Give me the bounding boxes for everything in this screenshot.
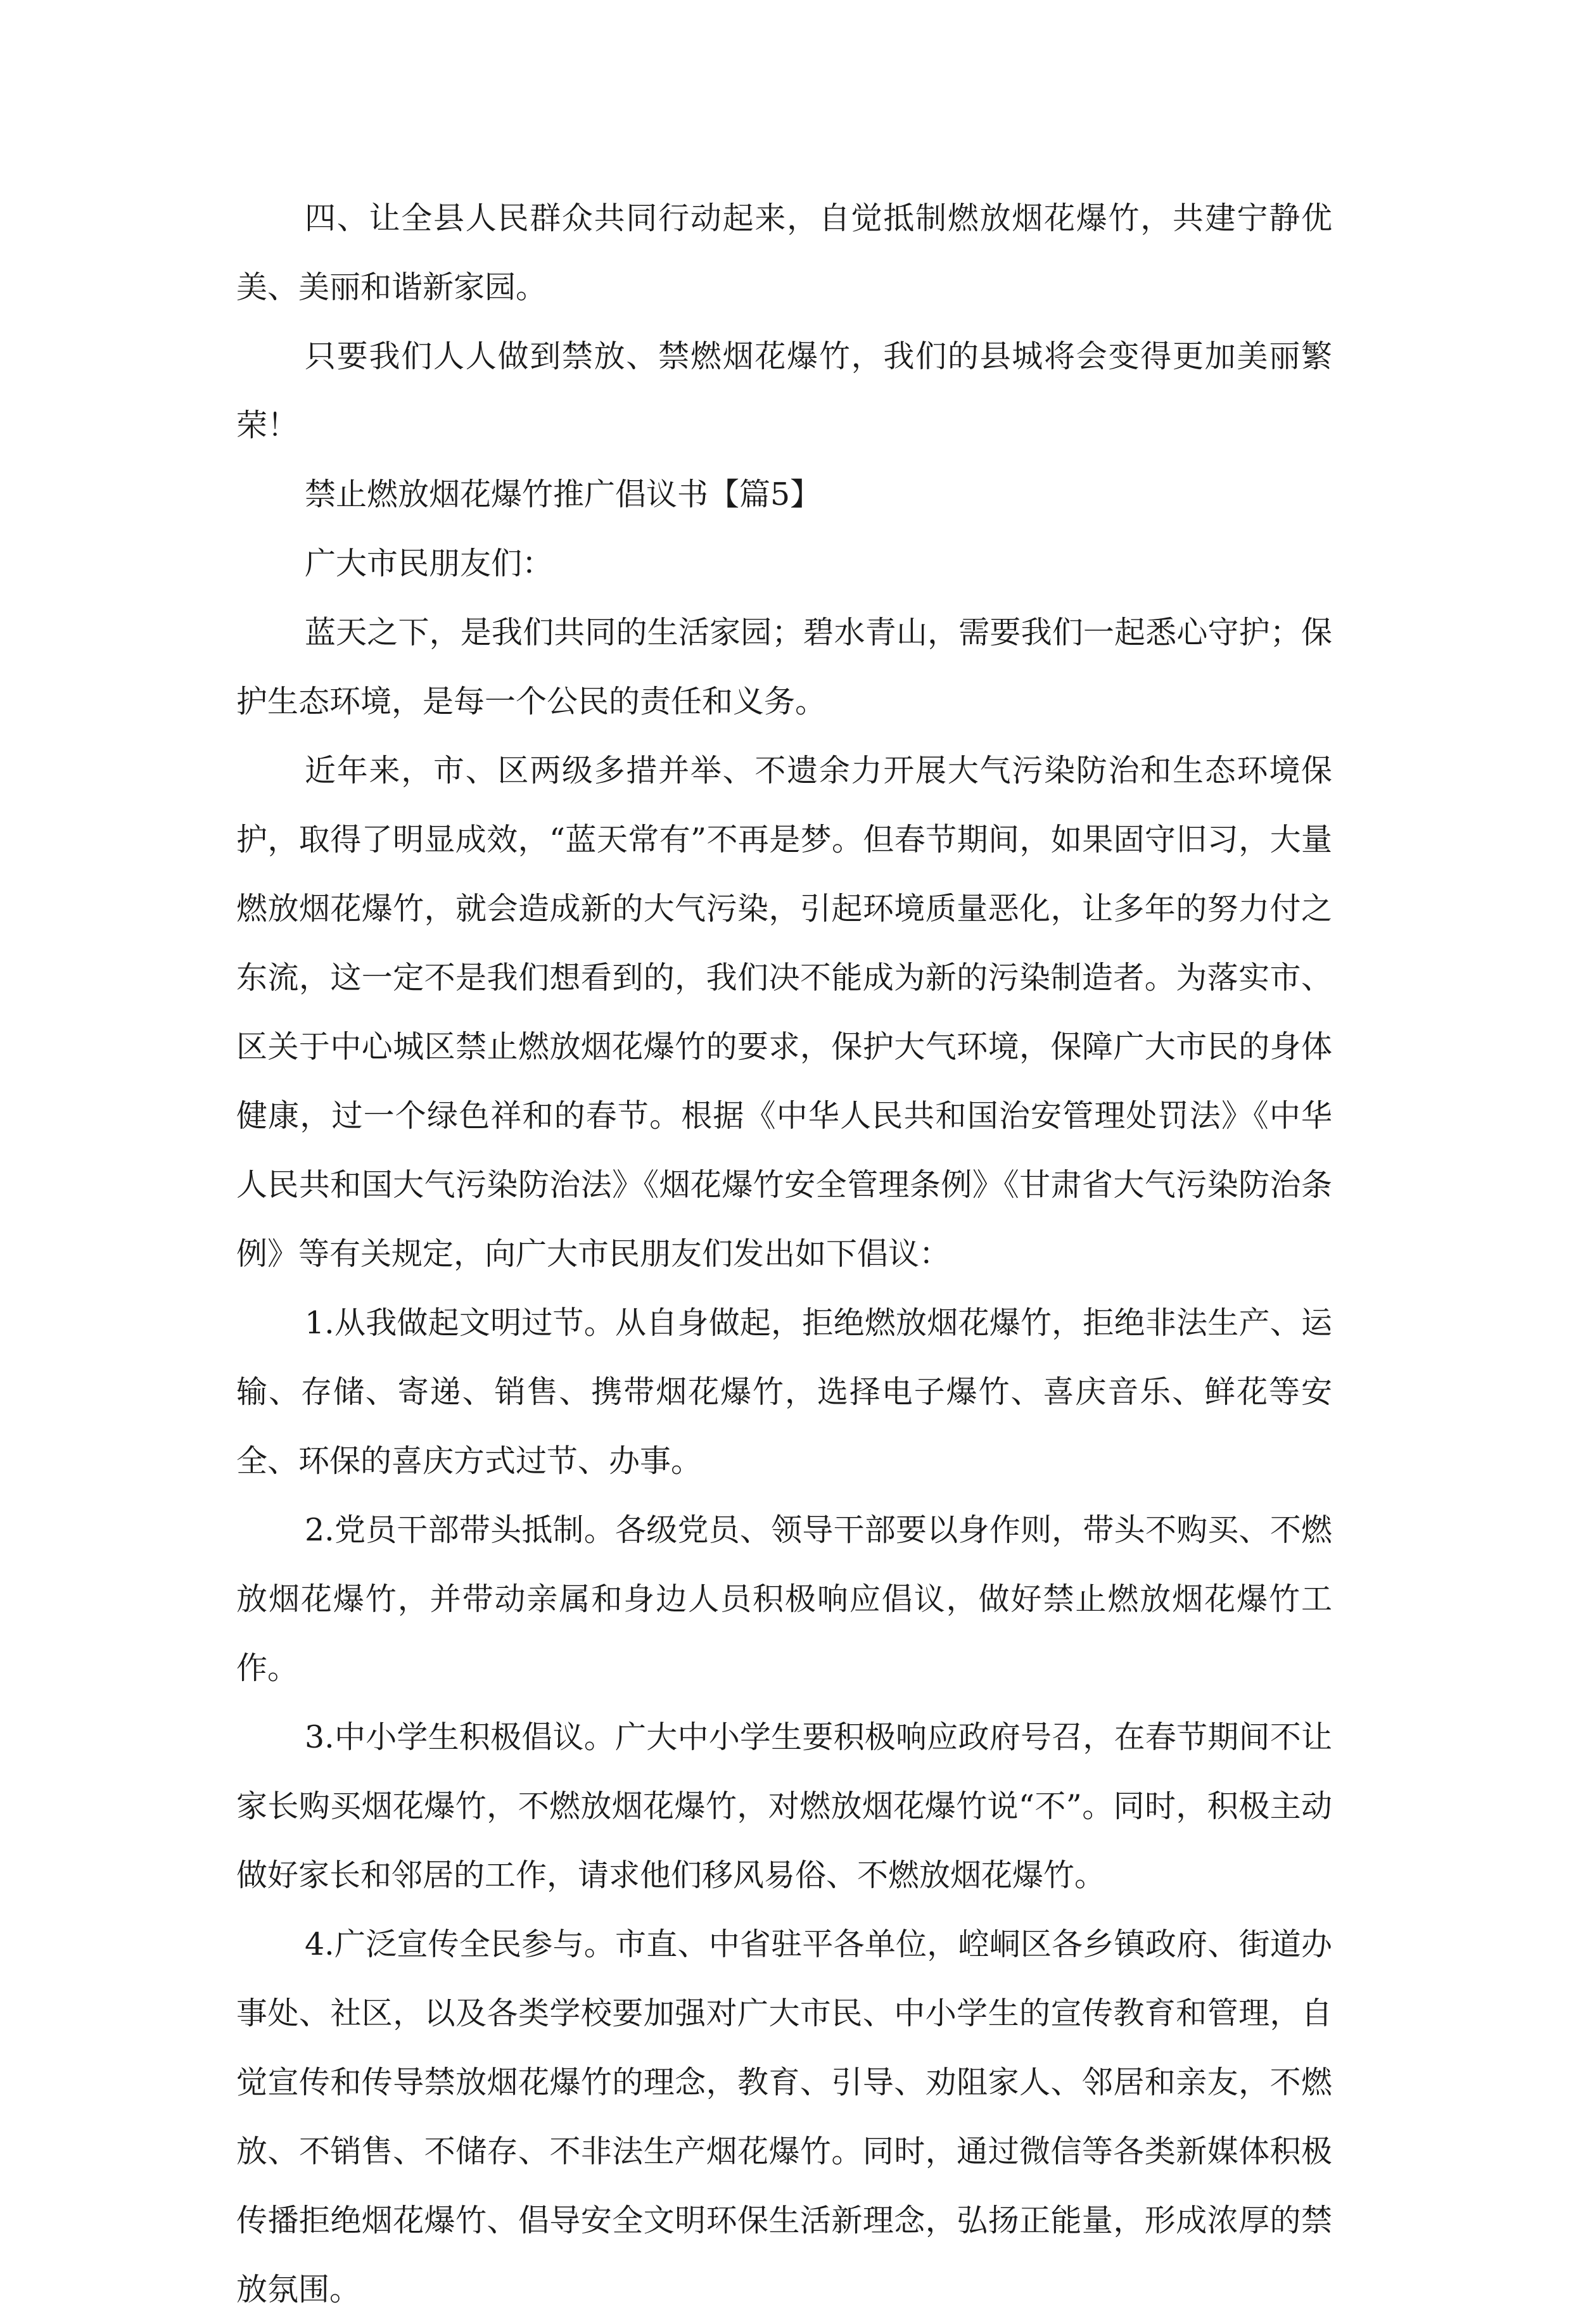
list-item-4: 4.广泛宣传全民参与。市直、中省驻平各单位，崆峒区各乡镇政府、街道办事处、社区，以及各类学校要加强对广大市民、中小学生的宣传教育和管理，自觉宣传和传导禁放烟花爆竹的理念，教育、引导、劝阻家人、邻居和亲友，不燃放、不销售、不储存、不非法生产烟花爆竹。同时，通过微信等各类新媒体积极传播拒绝烟花爆竹、倡导安全文明环保生活新理念，弘扬正能量，形成浓厚的禁放氛围。 xyxy=(236,1926,1332,2308)
list-item-2: 2.党员干部带头抵制。各级党员、领导干部要以身作则，带头不购买、不燃放烟花爆竹，并带动亲属和身边人员积极响应倡议，做好禁止燃放烟花爆竹工作。 xyxy=(236,1512,1332,1686)
paragraph-point-four: 四、让全县人民群众共同行动起来，自觉抵制燃放烟花爆竹，共建宁静优美、美丽和谐新家园。 xyxy=(236,200,1332,305)
paragraph-intro: 蓝天之下，是我们共同的生活家园；碧水青山，需要我们一起悉心守护；保护生态环境，是每一个公民的责任和义务。 xyxy=(236,614,1332,720)
document-body xyxy=(236,184,1332,2324)
list-item-1: 1.从我做起文明过节。从自身做起，拒绝燃放烟花爆竹，拒绝非法生产、运输、存储、寄递、销售、携带烟花爆竹，选择电子爆竹、喜庆音乐、鲜花等安全、环保的喜庆方式过节、办事。 xyxy=(236,1305,1332,1479)
list-item-3: 3.中小学生积极倡议。广大中小学生要积极响应政府号召，在春节期间不让家长购买烟花爆竹，不燃放烟花爆竹，对燃放烟花爆竹说“不”。同时，积极主动做好家长和邻居的工作，请求他们移风易俗、不燃放烟花爆竹。 xyxy=(236,1719,1332,1893)
paragraph-background: 近年来，市、区两级多措并举、不遗余力开展大气污染防治和生态环境保护，取得了明显成效，“蓝天常有”不再是梦。但春节期间，如果固守旧习，大量燃放烟花爆竹，就会造成新的大气污染，引起环境质量恶化，让多年的努力付之东流，这一定不是我们想看到的，我们决不能成为新的污染制造者。为落实市、区关于中心城区禁止燃放烟花爆竹的要求，保护大气环境，保障广大市民的身体健康，过一个绿色祥和的春节。根据《中华人民共和国治安管理处罚法》《中华人民共和国大气污染防治法》《烟花爆竹安全管理条例》《甘肃省大气污染防治条例》等有关规定，向广大市民朋友们发出如下倡议： xyxy=(236,752,1332,1272)
salutation: 广大市民朋友们： xyxy=(305,545,554,581)
section-heading: 禁止燃放烟花爆竹推广倡议书【篇5】 xyxy=(305,476,822,512)
paragraph-closing-call: 只要我们人人做到禁放、禁燃烟花爆竹，我们的县城将会变得更加美丽繁荣！ xyxy=(236,338,1332,443)
